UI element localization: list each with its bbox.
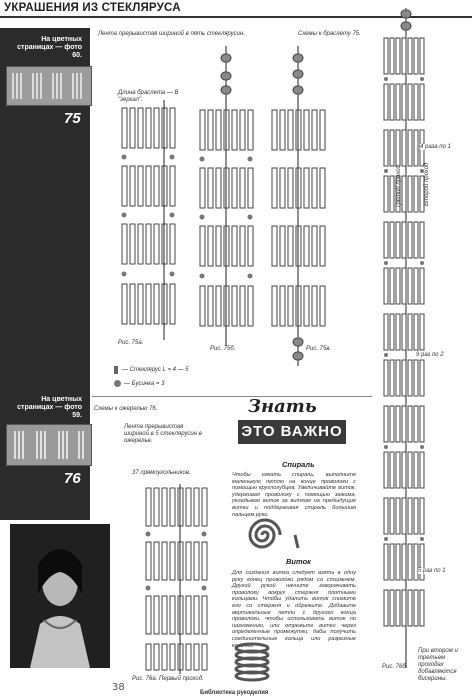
item-number-75: 75 <box>64 110 81 127</box>
vitok-title: Виток <box>286 557 311 566</box>
bugle-legend-icon <box>114 366 118 374</box>
section-divider <box>92 396 372 397</box>
tape-caption-76: Лента прерывистая шириной в 5 стеклярусин в ожерелье. <box>124 424 202 444</box>
diagram-75c <box>268 46 334 366</box>
schemes-caption-75: Схемы к браслету 75. <box>298 31 361 37</box>
model-photo-image <box>10 524 110 668</box>
footer-library: Библиотека рукоделия <box>200 690 269 696</box>
coil-illustration <box>232 640 272 680</box>
photo-note-76: На цветных страницах — фото 59. <box>17 396 82 419</box>
bracelet-photo-image <box>7 67 91 105</box>
rect-count-76: 37 прямоугольников. <box>132 470 191 476</box>
length-note-75: Длина браслета — В "зеркал". <box>118 90 179 103</box>
label-rows-9: 9 раз по 2 <box>416 352 444 358</box>
photo-note-75: На цветных страницах — фото 60. <box>17 36 82 59</box>
legend-bead: — Бусинка = 3 <box>124 381 165 387</box>
bracelet-photo-75 <box>6 66 92 106</box>
fig-76b-label: Рис. 76б. <box>382 664 408 670</box>
second-third-note: При втором и третьем проходах добавляются бисерины. <box>418 648 458 682</box>
item-number-76: 76 <box>64 470 81 487</box>
vazhno-banner: ЭТО ВАЖНО <box>238 420 346 444</box>
diagram-76a <box>140 484 220 674</box>
necklace-photo-76 <box>6 424 92 466</box>
spiral-title: Спираль <box>282 460 315 469</box>
schemes-caption-76: Схемы к ожерелью 76. <box>94 406 158 412</box>
page-header-title: УКРАШЕНИЯ ИЗ СТЕКЛЯРУСА <box>4 2 181 14</box>
legend-bugle: — Стеклярус L = 4 — 5 <box>122 367 189 373</box>
label-pass-2: Второй проход <box>424 162 430 206</box>
model-photo <box>10 524 110 668</box>
label-pass-3: Третий проход <box>396 165 402 208</box>
spiral-illustration <box>232 514 298 556</box>
fig-75b-label: Рис. 75б. <box>210 346 236 352</box>
diagram-75a <box>118 100 184 340</box>
znat-heading: Знать <box>248 396 317 417</box>
tape-caption-75: Лента прерывистая шириной в пять стеклярусин. <box>98 31 245 37</box>
spiral-text: Чтобы начать спираль, выполните маленькую петлю на конце проволоки с помощью круглогубцев. Увеличивайте виток, удерживая проволоку с помощью зажима, укладывая виток за витком на предыдущие витки и поддерживая спираль большим пальцем руки. <box>232 472 356 518</box>
vitok-text: Для создания витка следует взять в одну руку конец проволоки рядом со стержнем. Другой рукой начните заворачивать проволоку вокруг стержня плотными кольцами. Чтобы удалить виток снимите его со стержня и обрежьте. Добавьте вертикальные петли с другого конца проволоки, чтобы использовать виток по назначению, или отрежьте витки через определенные промежутки, дабы получить соединительные кольца или разрезные колечки. <box>232 570 356 649</box>
fig-76a-label: Рис. 76а. Первый проход. <box>132 676 204 682</box>
diagram-75b <box>196 46 258 346</box>
fig-75c-label: Рис. 75в. <box>306 346 332 352</box>
label-rows-5: 5 раз по 1 <box>418 568 446 574</box>
bugle-group-1 <box>122 108 175 148</box>
sidebar-column <box>0 128 90 390</box>
bead-legend-icon <box>114 380 121 387</box>
fig-75a-label: Рис. 75а. <box>118 340 144 346</box>
page-number: 38 <box>112 682 125 693</box>
label-rows-4: 4 раза по 1 <box>420 144 451 150</box>
necklace-photo-image <box>7 425 91 465</box>
